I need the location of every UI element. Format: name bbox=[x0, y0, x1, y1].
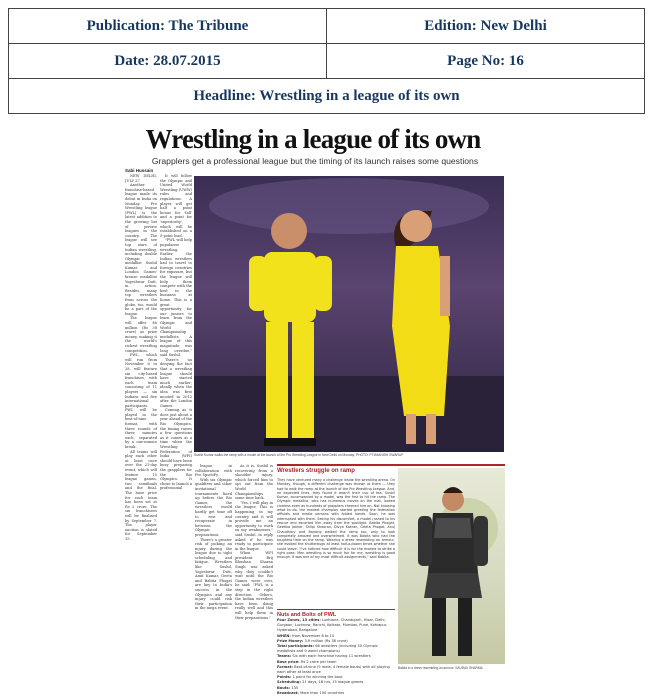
nuts-item-key: Scheduling: bbox=[277, 680, 303, 685]
article-paragraph: "Yes, I will play in the league. This is happening in my country and it will provide me an opportunity to work on my weaknesses," said Sushil, in reply asked if he was ready to participate in the league. bbox=[235, 500, 273, 551]
article-column-2 bbox=[235, 464, 273, 669]
box-title: Wrestlers struggle on ramp bbox=[277, 468, 355, 474]
article-column-2a bbox=[195, 464, 232, 669]
article-paragraph: With six Olympic qualifiers and other invitational tournaments lined up before the Rio Games, the wrestlers would hardly get time off to rest and recuperate in between the Olympic preparations. bbox=[195, 477, 232, 537]
article-column-1 bbox=[125, 174, 157, 669]
page-cell: Page No: 16 bbox=[327, 44, 645, 79]
date-cell: Date: 28.07.2015 bbox=[9, 44, 327, 79]
nuts-item-key: WHEN: bbox=[277, 633, 293, 638]
box-text: They have ventured many a challenge inside the wrestling arena. On Monday, though, a different challenge was thrown at them — they had to walk the ramp at the launch of the Pro Wrestling League. And, on expected lines, they found it wasn't their cup of tea. Sushil Kumar, accompanied by a model, was the first to hit the ramp. The Olympic medallist, who has numerous moves on the mat, looked clueless even as hundreds of grapplers cheered him on. Not knowing what to do, the modest champion started greeting the federation officials and media persons with folded hands. Soon, he was interrupted with them. Seeing his discomfort, a model rushed to his rescue and escorted him away from the spotlight. Babita Phogat, Geetika Jakhar, Shilpi Sheoran, Divya Kakran, Geeta Phogat, Anuj Chaudhary and Bajrang walked the ramp too, only to look completely amazed and overwhelmed. It was Babita who had the toughest time on the ramp. Wearing a dress resembling an armour, she evoked the shutterbugs at least half-a-dozen times whether she could leave. "I've noticed how difficult it is for the models to strike a right pose. Men wrestling is so much fun for me, wrestling is good enough. It was one of my most difficult assignments," said Babita. bbox=[277, 478, 395, 560]
article-subtitle: Grapplers get a professional league but the timing of its launch raises some questions bbox=[151, 156, 479, 166]
article-column-1b bbox=[160, 174, 192, 669]
armour-photo-caption: Babita in a dress resembling an armour. SAURAV SHARMA bbox=[398, 666, 483, 670]
article-paragraph: The league will offer $6 million (Rs 38 crore) as prize money, making it the world's richest wrestling competition. bbox=[125, 316, 157, 353]
article-paragraph: It will follow the Olympic and United World Wrestling (UWW) rules and regulations. A player will get half a point bonus for 'fall' and a point for 'superiority', which will be established on a 5-point lead. bbox=[160, 174, 192, 238]
nuts-item-value: 66 wrestlers (including 30 Olympic medallists and 9 world champions) bbox=[277, 644, 378, 654]
nuts-item-value: 135 bbox=[291, 685, 299, 690]
nuts-item bbox=[277, 644, 395, 654]
ramp-photo-caption: Sushil Kumar walks the ramp with a model at the launch of the Pro Wrestling League in New Delhi on Monday. PHOTO: PTI/MANISH SWARUP bbox=[194, 453, 404, 457]
armour-photo bbox=[398, 468, 505, 664]
nuts-item-value: 1 point for winning the bout bbox=[292, 675, 343, 680]
byline: Sabi Hussain bbox=[125, 168, 154, 173]
article-paragraph: There's a greater risk of picking an injury during the league due to tight scheduling and fatigue. Wrestlers like Sushil, Yogeshwar Dutt, Amit Kumar, Geeta and Babita Phogat are key to India's success in the Olympics and any injury could risk their participation in the mega event. bbox=[195, 537, 232, 611]
ramp-photo-illustration bbox=[194, 176, 504, 452]
article-paragraph: There's no denying the fact that a wrestling league should have started much earlier; ideally when the idea was first mooted in 2012 after the London Games. bbox=[160, 357, 192, 408]
nuts-item-value: from November 6 to 15 bbox=[292, 633, 335, 638]
nuts-item-key: Total participants: bbox=[277, 644, 316, 649]
article-paragraph: NEW DELHI, JULY 27 bbox=[125, 174, 157, 183]
nuts-item-key: Broadcast: bbox=[277, 690, 301, 695]
nuts-item-value: Rs 2 crore per team bbox=[300, 659, 337, 664]
nuts-item-value: 21 days, 18 hrs, 15 league games bbox=[302, 680, 364, 685]
article-paragraph: "PWL will help popularise wrestling. Earlier, the Indian wrestlers had to travel to foreign countries for exposure, but the league will help them compete with the best in the business at home. This is a great opportunity for our juniors to learn from the Olympic and World Championship medallists. A league of this magnitude was long overdue," said Sushil. bbox=[160, 238, 192, 358]
nuts-item-key: Four Zones, 13 cities: bbox=[277, 618, 323, 622]
nuts-list bbox=[277, 618, 395, 696]
nuts-item bbox=[277, 691, 395, 696]
nuts-item bbox=[277, 665, 395, 675]
nuts-title: Nuts and Bolts of PWL bbox=[277, 612, 337, 618]
article-paragraph: PWL, which will run from November 6 to 28, will feature six city-based franchises, with each team consisting of 11 players — six Indians and five international participants. PWL will be played in the best-of-nine format, with three rounds of three minutes each, separated by a one-minute break. bbox=[125, 353, 157, 450]
article-paragraph: Coming as it does just about a year ahead of the Rio Olympics, the timing raises a few questions as it comes at a time when the Wrestling Federation of India (WFI) should have been busy preparing the grapplers for the Rio Olympics. It chose to launch a professional bbox=[160, 408, 192, 491]
publication-cell: Publication: The Tribune bbox=[9, 9, 327, 44]
nuts-item-value: More than 150 countries bbox=[300, 690, 345, 695]
article-paragraph: Another franchise-based league made its debut in India on Monday. Pro Wrestling league (PWL) is the latest addition to the growing list of private leagues in the country. The league will see top stars of Indian wrestling, including double Olympic medallist Sushil Kumar and London Games' bronze medallist Yogeshwar Dutt, in action. Besides, many top wrestlers from across the globe, too, would be a part of the league. bbox=[125, 183, 157, 316]
edition-cell: Edition: New Delhi bbox=[327, 9, 645, 44]
article-paragraph: As it is, Sushil is recovering from a shoulder injury, which forced him to opt out from the World Championships some time back. bbox=[235, 464, 273, 501]
article-paragraph: All teams will play each other at least once over the 21-day event, which will feature 15 league games, two semifinals and the final. The base price for each team has been set at Rs 2 crore. The six franchisees will be finalised by September 7. The player auction is slated for September 15. bbox=[125, 449, 157, 541]
article-paragraph: When WFI president Brij Bhushan Sharan Singh was asked why they couldn't wait until the Rio Games were over, he said: "PWL is a step in the right direction. Others, the Indian wrestlers have been doing really well and this will help them in their preparations." bbox=[235, 551, 273, 620]
nuts-item-value: Best-of-nine (5 male, 4 female bouts) with all playing each other at least once bbox=[277, 664, 390, 675]
armour-photo-illustration bbox=[398, 468, 505, 664]
nuts-item-value: 3.9 million (Rs 38 crore) bbox=[304, 638, 348, 643]
newspaper-clipping bbox=[119, 120, 507, 695]
nuts-item-key: Format: bbox=[277, 664, 295, 669]
nuts-item-key: Bouts: bbox=[277, 685, 292, 690]
ramp-photo bbox=[194, 176, 504, 452]
nuts-item bbox=[277, 618, 395, 634]
clipping-header bbox=[8, 8, 645, 114]
article-paragraph: league in collaboration with Pro SportiFy. bbox=[195, 464, 232, 478]
nuts-item-value: Ludhiana, Chandigarh, Hisar, Delhi, Gurgaon, Lucknow, Ranchi, Kolkata, Mumbai, Pune, Kohlapur, Hyderabad, Bangalore bbox=[277, 618, 388, 633]
nuts-item-key: Teams: bbox=[277, 654, 293, 659]
article-title: Wrestling in a league of its own bbox=[145, 124, 481, 154]
nuts-item-key: Points: bbox=[277, 675, 293, 680]
nuts-item-key: Base price: bbox=[277, 659, 301, 664]
headline-cell: Headline: Wrestling in a league of its own bbox=[9, 79, 645, 114]
nuts-item-key: Prize Money: bbox=[277, 638, 305, 643]
nuts-and-bolts bbox=[277, 609, 395, 696]
sidebar-box bbox=[277, 464, 505, 695]
nuts-item-value: Six with each franchise having 11 wrestlers bbox=[292, 654, 371, 659]
